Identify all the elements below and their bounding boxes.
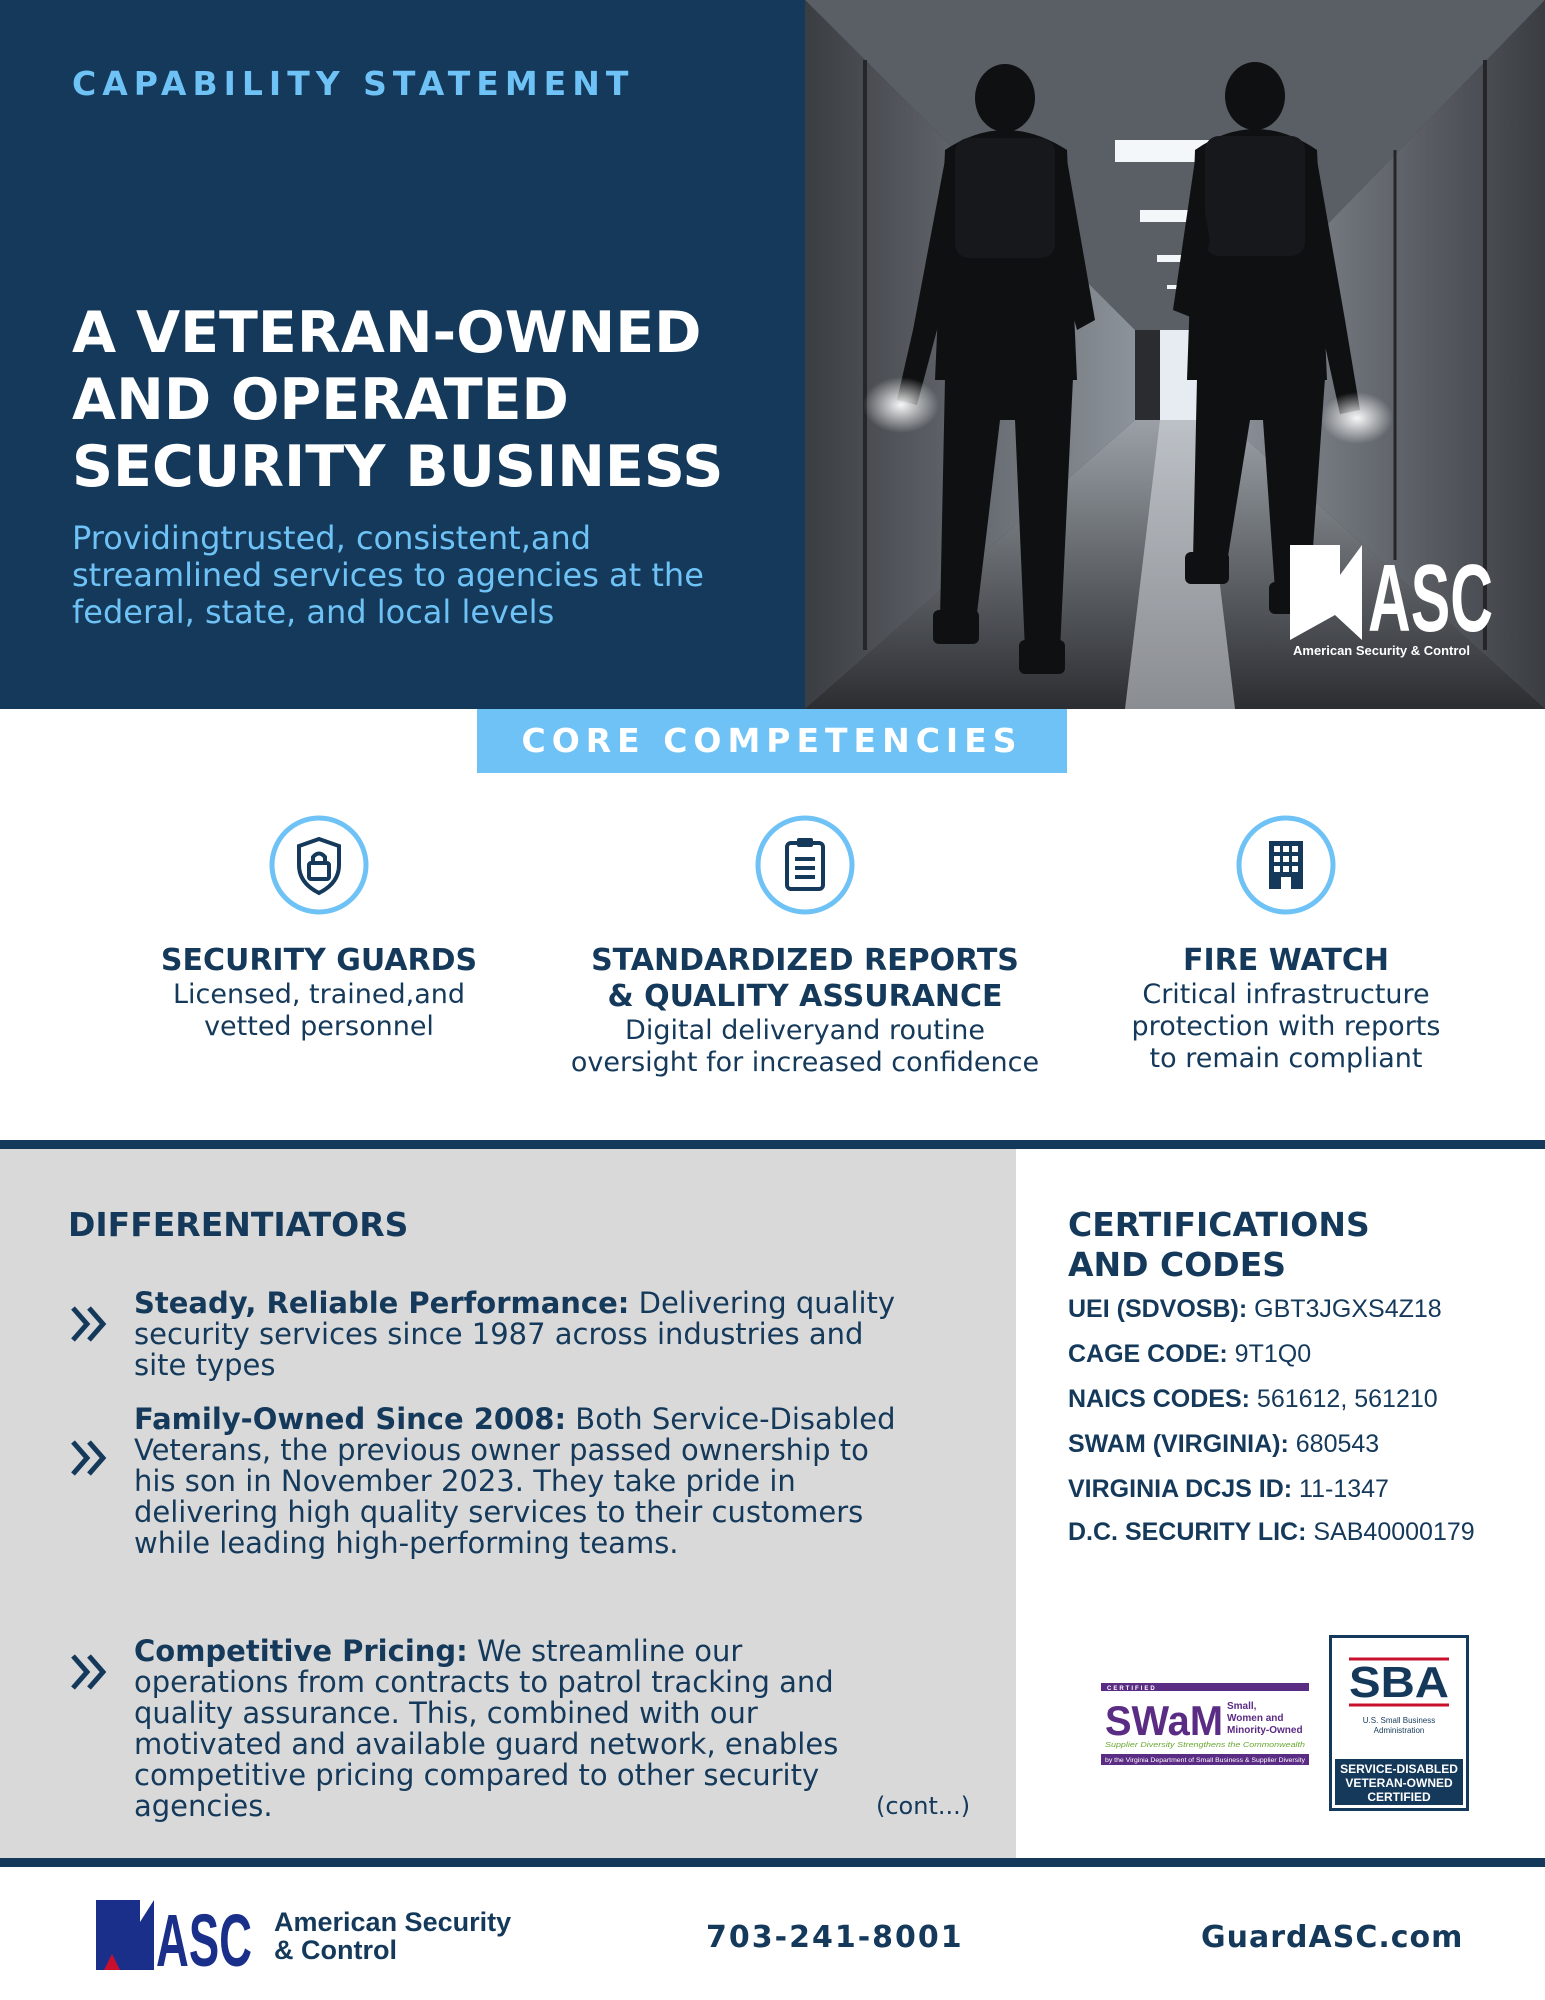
- hero-panel: [0, 0, 805, 709]
- asc-footer-logo: [96, 1900, 254, 1970]
- competency-description: [59, 979, 579, 1043]
- differentiator-body: Delivering quality security services since 1987 across industries and site types: [134, 1286, 896, 1382]
- asc-logo-overlay: [1290, 545, 1495, 660]
- sba-sub-line: U.S. Small Business: [1362, 1716, 1436, 1725]
- competency-desc-line: Licensed, trained,and: [172, 979, 466, 1010]
- sba-sub-line: Administration: [1373, 1726, 1425, 1735]
- double-chevron-right-icon: [68, 1436, 112, 1480]
- company-name-line: & Control: [274, 1935, 397, 1965]
- cert-row-cage: [1068, 1340, 1311, 1369]
- capability-statement-label: CAPABILITY STATEMENT: [72, 64, 635, 103]
- competency-fire-watch: [1026, 815, 1545, 1075]
- sba-mark: SBA: [1349, 1658, 1449, 1707]
- competency-desc-line: Digital deliveryand routine: [625, 1015, 985, 1046]
- swam-side-line: Women and: [1227, 1713, 1284, 1724]
- differentiator-text: [134, 1636, 904, 1822]
- swam-certified-badge: [1101, 1683, 1309, 1765]
- competency-title-line: SECURITY GUARDS: [160, 943, 478, 978]
- asc-logo-subtitle: American Security & Control: [1293, 643, 1470, 658]
- cert-key: VIRGINIA DCJS ID:: [1068, 1475, 1293, 1503]
- differentiators-title: DIFFERENTIATORS: [68, 1205, 409, 1244]
- differentiator-body: We streamline our operations from contracts to patrol tracking and quality assurance. This, combined with our motivated and available guard network, enables competitive pricing compared to other security agencies.: [134, 1634, 839, 1823]
- competency-title: [59, 943, 579, 979]
- cert-value: GBT3JGXS4Z18: [1247, 1295, 1442, 1323]
- core-competencies-banner: CORE COMPETENCIES: [477, 709, 1067, 773]
- competency-desc-line: to remain compliant: [1149, 1043, 1423, 1074]
- swam-tagline: Supplier Diversity Strengthens the Commonwealth: [1105, 1742, 1306, 1749]
- differentiator-body: Both Service-Disabled Veterans, the previous owner passed ownership to his son in November 2023. They take pride in delivering high quality services to their customers while leading high-performing teams.: [134, 1402, 896, 1560]
- headline-line: SECURITY BUSINESS: [72, 434, 724, 500]
- differentiator-text: [134, 1404, 904, 1559]
- competency-desc-line: vetted personnel: [204, 1011, 434, 1042]
- footer-phone[interactable]: 703-241-8001: [706, 1920, 964, 1955]
- footer-company-name: [274, 1908, 534, 1964]
- differentiator-label: Family-Owned Since 2008:: [134, 1402, 567, 1436]
- cert-row-uei: [1068, 1295, 1442, 1324]
- sba-sdvosb-badge: [1329, 1635, 1469, 1811]
- swam-side-line: Small,: [1227, 1701, 1257, 1712]
- competency-title-line: STANDARDIZED REPORTS: [591, 943, 1019, 978]
- differentiator-text: [134, 1288, 904, 1381]
- continued-note: (cont...): [876, 1792, 971, 1820]
- sba-banner-line: CERTIFIED: [1367, 1790, 1431, 1804]
- cert-key: CAGE CODE:: [1068, 1340, 1228, 1368]
- swam-side-line: Minority-Owned: [1227, 1725, 1303, 1736]
- cert-key: UEI (SDVOSB):: [1068, 1295, 1248, 1323]
- section-divider: [0, 1140, 1545, 1149]
- competency-title-line: FIRE WATCH: [1183, 943, 1389, 978]
- cert-value: 9T1Q0: [1227, 1340, 1312, 1368]
- cert-key: SWAM (VIRGINIA):: [1068, 1430, 1289, 1458]
- asc-logo-mark: [1290, 545, 1495, 640]
- sba-banner-line: VETERAN-OWNED: [1345, 1776, 1453, 1790]
- competency-description: [545, 1015, 1065, 1079]
- hero-headline: [72, 300, 792, 501]
- cert-value: 680543: [1288, 1430, 1380, 1458]
- cert-row-naics: [1068, 1385, 1438, 1414]
- differentiator-label: Steady, Reliable Performance:: [134, 1286, 630, 1320]
- section-divider: [0, 1858, 1545, 1867]
- swam-footer: by the Virginia Department of Small Business & Supplier Diversity: [1105, 1758, 1305, 1764]
- headline-line: AND OPERATED: [72, 367, 569, 433]
- competency-desc-line: protection with reports: [1131, 1011, 1441, 1042]
- double-chevron-right-icon: [68, 1650, 112, 1694]
- competency-description: [1026, 979, 1545, 1075]
- asc-logo-text: ASC: [1368, 545, 1493, 640]
- certifications-title-line: AND CODES: [1068, 1245, 1287, 1284]
- cert-row-swam: [1068, 1430, 1379, 1459]
- hero-section: [0, 0, 1545, 709]
- clipboard-icon: [755, 815, 855, 915]
- building-icon: [1236, 815, 1336, 915]
- sba-banner-line: SERVICE-DISABLED: [1340, 1762, 1458, 1776]
- competency-desc-line: Critical infrastructure: [1142, 979, 1430, 1010]
- competency-standardized-reports: [545, 815, 1065, 1079]
- cert-value: SAB40000179: [1306, 1518, 1475, 1546]
- competency-title-line: & QUALITY ASSURANCE: [607, 979, 1003, 1014]
- swam-mark: SWaM: [1105, 1697, 1223, 1744]
- cert-key: NAICS CODES:: [1068, 1385, 1250, 1413]
- swam-certified-label: CERTIFIED: [1107, 1686, 1157, 1692]
- differentiator-label: Competitive Pricing:: [134, 1634, 468, 1668]
- shield-lock-icon: [269, 815, 369, 915]
- cert-row-dcjs: [1068, 1475, 1389, 1504]
- competency-title: [1026, 943, 1545, 979]
- cert-row-dc-license: [1068, 1518, 1475, 1547]
- cert-value: 561612, 561210: [1249, 1385, 1438, 1413]
- double-chevron-right-icon: [68, 1302, 112, 1346]
- cert-key: D.C. SECURITY LIC:: [1068, 1518, 1307, 1546]
- cert-value: 11-1347: [1292, 1475, 1389, 1503]
- footer-website-link[interactable]: GuardASC.com: [1201, 1920, 1464, 1955]
- asc-footer-logo-text: ASC: [156, 1900, 252, 1970]
- certifications-title: [1068, 1205, 1488, 1285]
- competency-security-guards: [59, 815, 579, 1043]
- hero-subhead: Providingtrusted, consistent,and streamlined services to agencies at the federal, state, and local levels: [72, 519, 704, 631]
- headline-line: A VETERAN-OWNED: [72, 300, 702, 366]
- competency-desc-line: oversight for increased confidence: [570, 1047, 1040, 1078]
- certifications-title-line: CERTIFICATIONS: [1068, 1205, 1370, 1244]
- competency-title: [545, 943, 1065, 1015]
- company-name-line: American Security: [274, 1907, 512, 1937]
